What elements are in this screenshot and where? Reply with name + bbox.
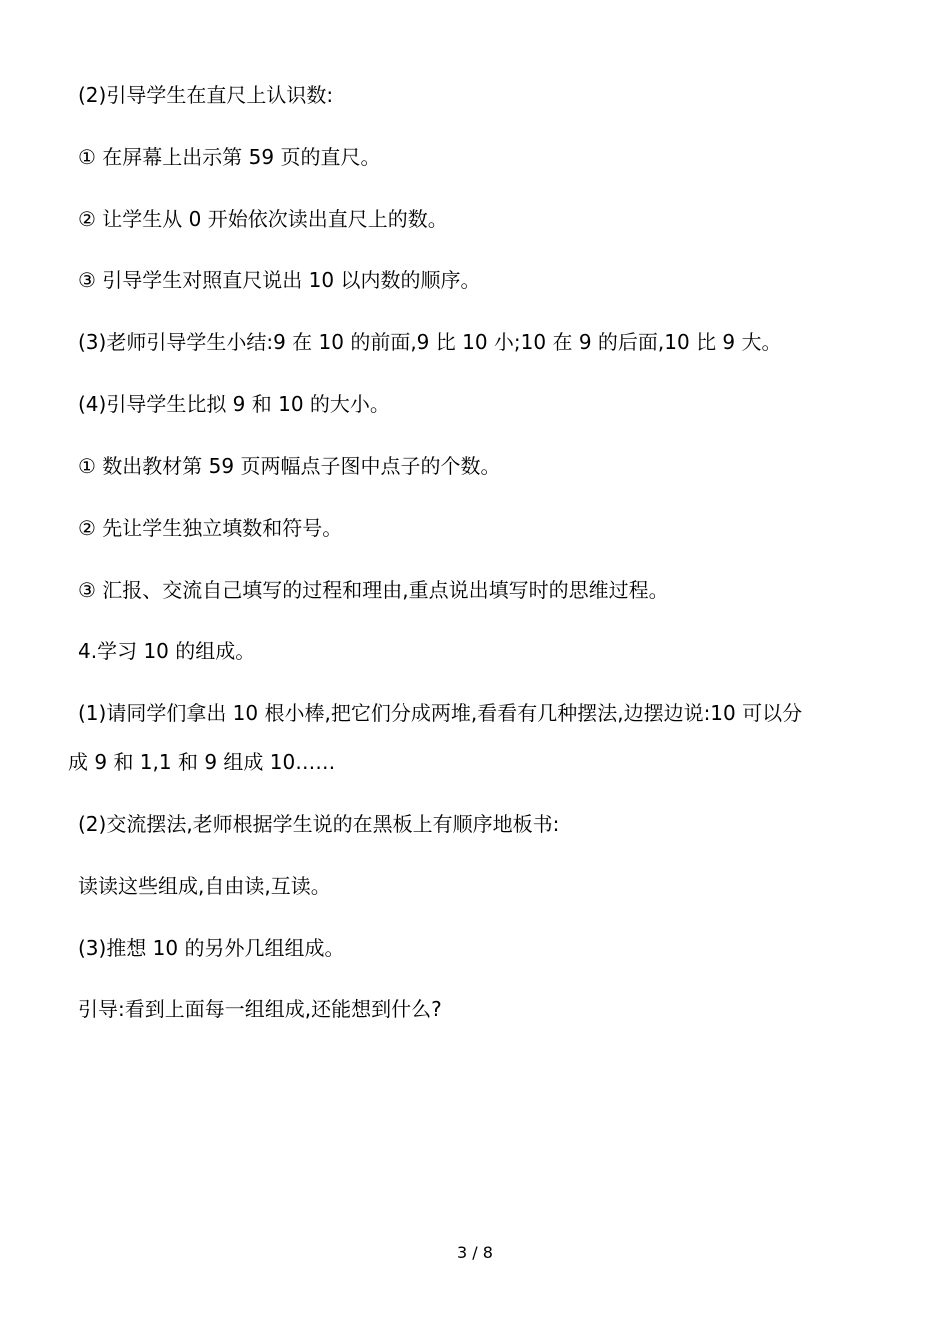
- paragraph-line: ③ 汇报、交流自己填写的过程和理由,重点说出填写时的思维过程。: [78, 578, 669, 602]
- paragraph-line: ② 让学生从 0 开始依次读出直尺上的数。: [78, 207, 448, 231]
- paragraph-line: 读读这些组成,自由读,互读。: [78, 874, 331, 898]
- paragraph-line: (2)引导学生在直尺上认识数:: [78, 83, 334, 107]
- paragraph-line: 引导:看到上面每一组组成,还能想到什么?: [78, 997, 442, 1021]
- paragraph-line: (2)交流摆法,老师根据学生说的在黑板上有顺序地板书:: [78, 812, 560, 836]
- page-number: 3 / 8: [457, 1243, 493, 1262]
- paragraph-line: ① 数出教材第 59 页两幅点子图中点子的个数。: [78, 454, 501, 478]
- section-heading: 4.学习 10 的组成。: [78, 639, 256, 663]
- paragraph-line: (4)引导学生比拟 9 和 10 的大小。: [78, 392, 390, 416]
- paragraph-line: (3)推想 10 的另外几组组成。: [78, 936, 345, 960]
- paragraph-line: (1)请同学们拿出 10 根小棒,把它们分成两堆,看看有几种摆法,边摆边说:10 可以分: [78, 701, 803, 725]
- paragraph-line: ② 先让学生独立填数和符号。: [78, 516, 343, 540]
- paragraph-line: ③ 引导学生对照直尺说出 10 以内数的顺序。: [78, 268, 481, 292]
- paragraph-line: ① 在屏幕上出示第 59 页的直尺。: [78, 145, 381, 169]
- paragraph-line-continued: 成 9 和 1,1 和 9 组成 10……: [68, 750, 336, 774]
- paragraph-line: (3)老师引导学生小结:9 在 10 的前面,9 比 10 小;10 在 9 的后面,10 比 9 大。: [78, 330, 782, 354]
